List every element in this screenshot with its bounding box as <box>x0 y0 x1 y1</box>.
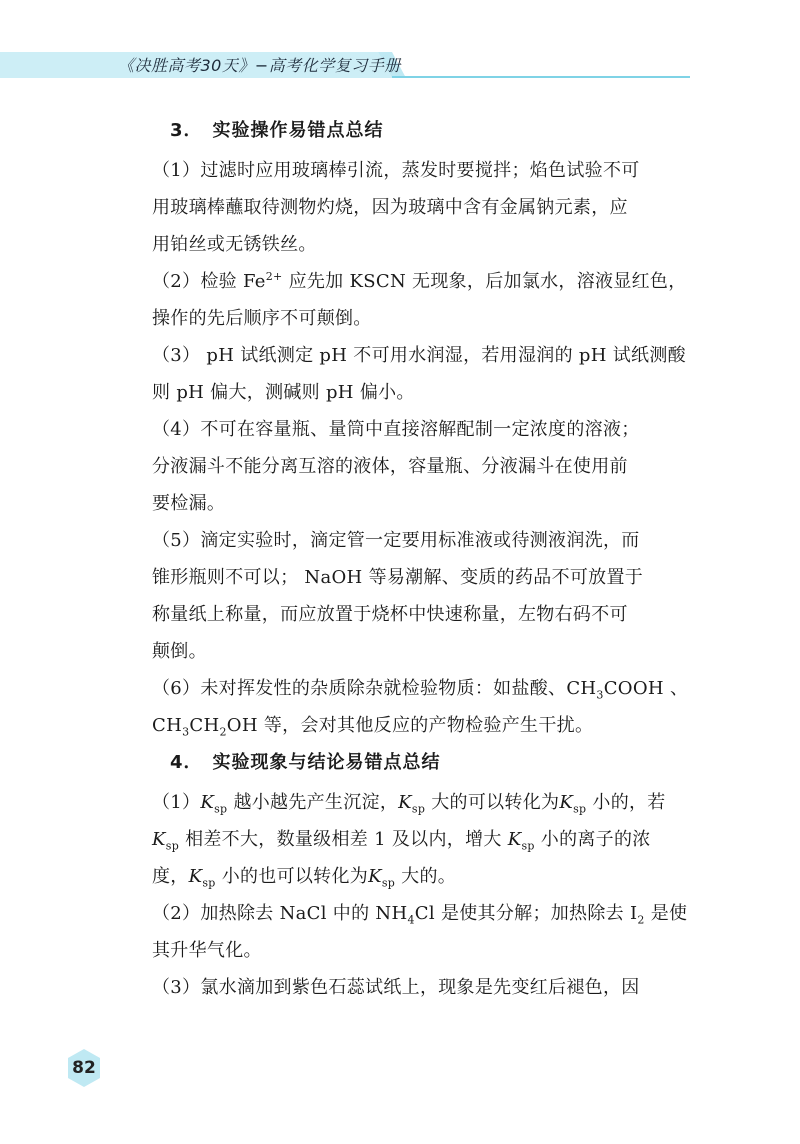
item-line: 操作的先后顺序不可颠倒。 <box>152 308 372 329</box>
item-line: 度，$K_{sp}$ 小的也可以转化为$K_{sp}$ 大的。 <box>152 866 457 890</box>
item-line: 要检漏。 <box>152 493 226 514</box>
item-line: 分液漏斗不能分离互溶的液体，容量瓶、分液漏斗在使用前 <box>152 456 628 477</box>
running-header-title: 《决胜高考30天》−高考化学复习手册 <box>118 56 401 75</box>
list-item <box>152 411 692 522</box>
section-title: 实验现象与结论易错点总结 <box>212 752 441 773</box>
page-number: 82 <box>72 1058 96 1078</box>
item-line: $CH_3CH_2OH$ 等，会对其他反应的产物检验产生干扰。 <box>152 715 594 739</box>
page-number-badge <box>66 1048 102 1088</box>
list-item <box>152 895 692 969</box>
item-line: $K_{sp}$ 相差不大，数量级相差 1 及以内，增大 $K_{sp}$ 小的离子的浓 <box>152 829 651 853</box>
section-number: 4． <box>170 752 203 773</box>
list-item <box>152 263 692 337</box>
list-item <box>152 152 692 263</box>
section-number: 3． <box>170 120 203 141</box>
item-line: （3）氯水滴加到紫色石蕊试纸上，现象是先变红后褪色，因 <box>152 977 640 998</box>
list-item <box>152 969 692 1006</box>
item-line: 则 pH 偏大，测碱则 pH 偏小。 <box>152 382 415 403</box>
item-line: （1）过滤时应用玻璃棒引流，蒸发时要搅拌；焰色试验不可 <box>152 160 640 181</box>
item-line: $(1)K_{sp}$ 越小越先产生沉淀，$K_{sp}$ 大的可以转化为$K_{sp}$ 小的，若 <box>152 792 666 816</box>
item-line: （4）不可在容量瓶、量筒中直接溶解配制一定浓度的溶液； <box>152 419 640 440</box>
page-content <box>152 112 692 1006</box>
section-heading-4 <box>152 748 692 774</box>
list-item <box>152 522 692 670</box>
item-line: 其升华气化。 <box>152 940 262 961</box>
section-heading-3 <box>152 116 692 142</box>
item-line: （2）加热除去 NaCl 中的 $NH_4Cl$ 是使其分解；加热除去 $I_2$ 是使 <box>152 903 688 927</box>
item-line: 称量纸上称量，而应放置于烧杯中快速称量，左物右码不可 <box>152 604 628 625</box>
section-title: 实验操作易错点总结 <box>212 120 384 141</box>
list-item <box>152 784 692 895</box>
item-line: 颠倒。 <box>152 641 207 662</box>
item-line: （5）滴定实验时，滴定管一定要用标准液或待测液润洗，而 <box>152 530 640 551</box>
item-line: （2）检验 $Fe^{2+}$ 应先加 KSCN 无现象，后加氯水，溶液显红色， <box>152 270 687 292</box>
list-item <box>152 670 692 744</box>
item-line: 用铂丝或无锈铁丝。 <box>152 234 317 255</box>
item-line: 用玻璃棒蘸取待测物灼烧，因为玻璃中含有金属钠元素，应 <box>152 197 628 218</box>
item-line: （3） pH 试纸测定 pH 不可用水润湿，若用湿润的 pH 试纸测酸 <box>152 345 686 366</box>
item-line: （6）未对挥发性的杂质除杂就检验物质：如盐酸、$CH_3COOH$ 、 <box>152 678 689 702</box>
list-item <box>152 337 692 411</box>
item-line: 锥形瓶则不可以； NaOH 等易潮解、变质的药品不可放置于 <box>152 567 644 588</box>
